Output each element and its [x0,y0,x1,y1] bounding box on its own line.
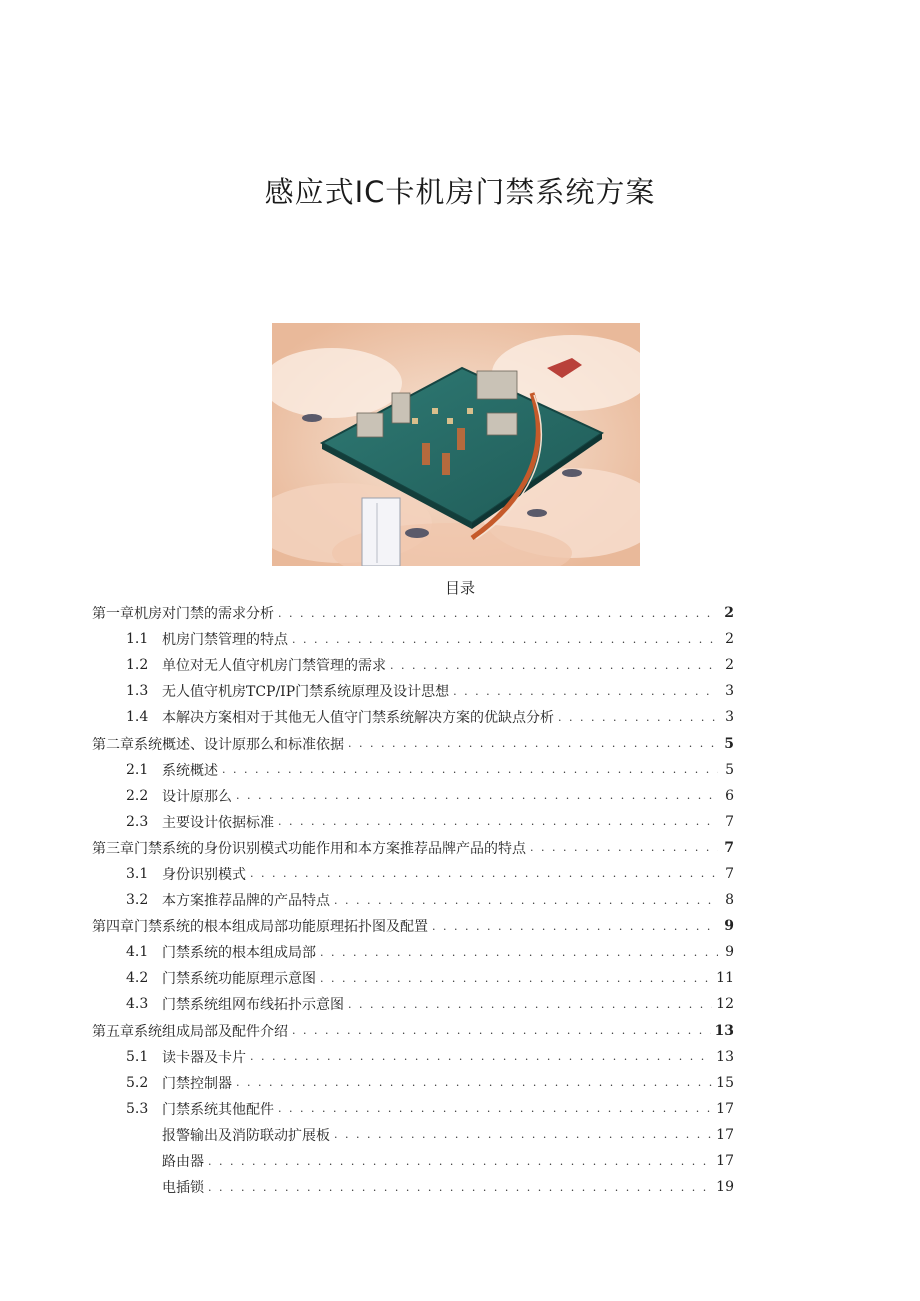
toc-section-number: 1.3 [126,683,149,700]
toc-entry-text: 本解决方案相对于其他无人值守门禁系统解决方案的优缺点分析 [162,710,554,727]
toc-page-number: 17 [716,1100,734,1117]
toc-chapter-entry[interactable] [92,913,734,939]
toc-page-number: 17 [716,1153,734,1170]
toc-leader-dots [292,1024,711,1037]
toc-leader-dots [278,607,718,620]
toc-leader-dots [558,711,718,724]
toc-leader-dots [278,1102,712,1115]
toc-page-number: 7 [725,813,734,830]
toc-page-number: 7 [724,839,734,856]
toc-leader-dots [530,841,718,854]
toc-heading: 目录 [444,579,475,597]
toc-leader-dots [250,867,718,880]
toc-page-number: 11 [716,970,734,987]
toc-section-number: 4.2 [126,970,149,987]
toc-leader-dots [334,1128,712,1141]
toc-page-number: 2 [724,605,734,622]
toc-leader-dots [390,659,718,672]
toc-entry-text: 机房门禁管理的特点 [162,632,288,649]
toc-section-number: 3.1 [126,865,149,882]
toc-page-number: 19 [716,1179,734,1196]
toc-page-number: 2 [725,657,734,674]
toc-chapter-entry[interactable] [92,1018,734,1044]
toc-page-number: 7 [725,865,734,882]
toc-section-entry[interactable] [92,1122,734,1148]
toc-entry-text: 路由器 [162,1154,204,1171]
toc-entry-text: 门禁系统其他配件 [162,1101,274,1118]
toc-page-number: 3 [725,709,734,726]
toc-entry-text: 第三章门禁系统的身份识别模式功能作用和本方案推荐品牌产品的特点 [92,840,526,857]
toc-section-number: 1.4 [126,709,149,726]
toc-leader-dots [348,998,712,1011]
toc-leader-dots [222,763,718,776]
toc-entry-text: 身份识别模式 [162,866,246,883]
toc-page-number: 9 [724,918,734,935]
toc-chapter-entry[interactable] [92,835,734,861]
toc-section-entry[interactable] [92,939,734,965]
toc-page-number: 8 [725,892,734,909]
toc-page-number: 13 [714,1022,734,1039]
toc-section-entry[interactable] [92,965,734,991]
toc-section-number: 2.2 [126,787,149,804]
toc-section-entry[interactable] [92,1148,734,1174]
toc-leader-dots [320,946,718,959]
toc-page-number: 17 [716,1126,734,1143]
toc-section-entry[interactable] [92,1096,734,1122]
toc-leader-dots [278,815,718,828]
toc-entry-text: 读卡器及卡片 [162,1049,246,1066]
toc-section-entry[interactable] [92,861,734,887]
toc-section-number: 4.1 [126,944,149,961]
toc-page-number: 15 [716,1074,734,1091]
toc-section-entry[interactable] [92,1070,734,1096]
toc-leader-dots [292,633,718,646]
toc-entry-text: 报警输出及消防联动扩展板 [162,1127,330,1144]
toc-entry-text: 门禁系统功能原理示意图 [162,971,316,988]
toc-section-number: 5.2 [126,1074,149,1091]
toc-leader-dots [236,1076,712,1089]
toc-section-number: 4.3 [126,996,149,1013]
toc-section-entry[interactable] [92,652,734,678]
toc-entry-text: 第二章系统概述、设计原那么和标准依据 [92,736,344,753]
toc-section-number: 5.1 [126,1048,149,1065]
toc-section-entry[interactable] [92,887,734,913]
toc-entry-text: 系统概述 [162,762,218,779]
toc-entry-text: 主要设计依据标准 [162,814,274,831]
toc-section-number: 3.2 [126,892,149,909]
toc-leader-dots [348,737,718,750]
toc-section-number: 2.3 [126,813,149,830]
toc-page-number: 3 [725,683,734,700]
toc-section-entry[interactable] [92,1174,734,1200]
toc-page-number: 12 [716,996,734,1013]
toc-section-entry[interactable] [92,809,734,835]
toc-leader-dots [250,1050,712,1063]
toc-leader-dots [320,972,712,985]
toc-entry-text: 门禁控制器 [162,1075,232,1092]
toc-chapter-entry[interactable] [92,730,734,756]
toc-section-number: 2.1 [126,761,149,778]
toc-entry-text: 单位对无人值守机房门禁管理的需求 [162,658,386,675]
toc-section-entry[interactable] [92,783,734,809]
toc-section-entry[interactable] [92,991,734,1017]
toc-section-entry[interactable] [92,678,734,704]
toc-entry-text: 门禁系统组网布线拓扑示意图 [162,997,344,1014]
toc-entry-text: 第五章系统组成局部及配件介绍 [92,1023,288,1040]
toc-leader-dots [432,920,718,933]
toc-section-number: 5.3 [126,1100,149,1117]
toc-section-entry[interactable] [92,626,734,652]
toc-section-entry[interactable] [92,1044,734,1070]
toc-page-number: 5 [725,761,734,778]
table-of-contents [92,600,734,1200]
toc-leader-dots [334,894,718,907]
toc-page-number: 2 [725,631,734,648]
toc-entry-text: 无人值守机房TCP/IP门禁系统原理及设计思想 [162,684,450,701]
toc-entry-text: 设计原那么 [162,788,232,805]
toc-entry-text: 电插锁 [162,1180,204,1197]
toc-section-entry[interactable] [92,704,734,730]
toc-leader-dots [208,1181,712,1194]
document-title: 感应式IC卡机房门禁系统方案 [264,175,656,209]
toc-entry-text: 第四章门禁系统的根本组成局部功能原理拓扑图及配置 [92,919,428,936]
toc-entry-text: 第一章机房对门禁的需求分析 [92,606,274,623]
toc-page-number: 6 [725,787,734,804]
toc-leader-dots [208,1155,712,1168]
toc-entry-text: 门禁系统的根本组成局部 [162,945,316,962]
toc-page-number: 9 [725,944,734,961]
cover-illustration [272,323,640,566]
toc-section-number: 1.1 [126,631,149,648]
toc-section-entry[interactable] [92,757,734,783]
toc-leader-dots [453,685,718,698]
toc-page-number: 13 [716,1048,734,1065]
toc-page-number: 5 [724,735,734,752]
toc-section-number: 1.2 [126,657,149,674]
toc-chapter-entry[interactable] [92,600,734,626]
toc-leader-dots [236,789,718,802]
toc-entry-text: 本方案推荐品牌的产品特点 [162,893,330,910]
